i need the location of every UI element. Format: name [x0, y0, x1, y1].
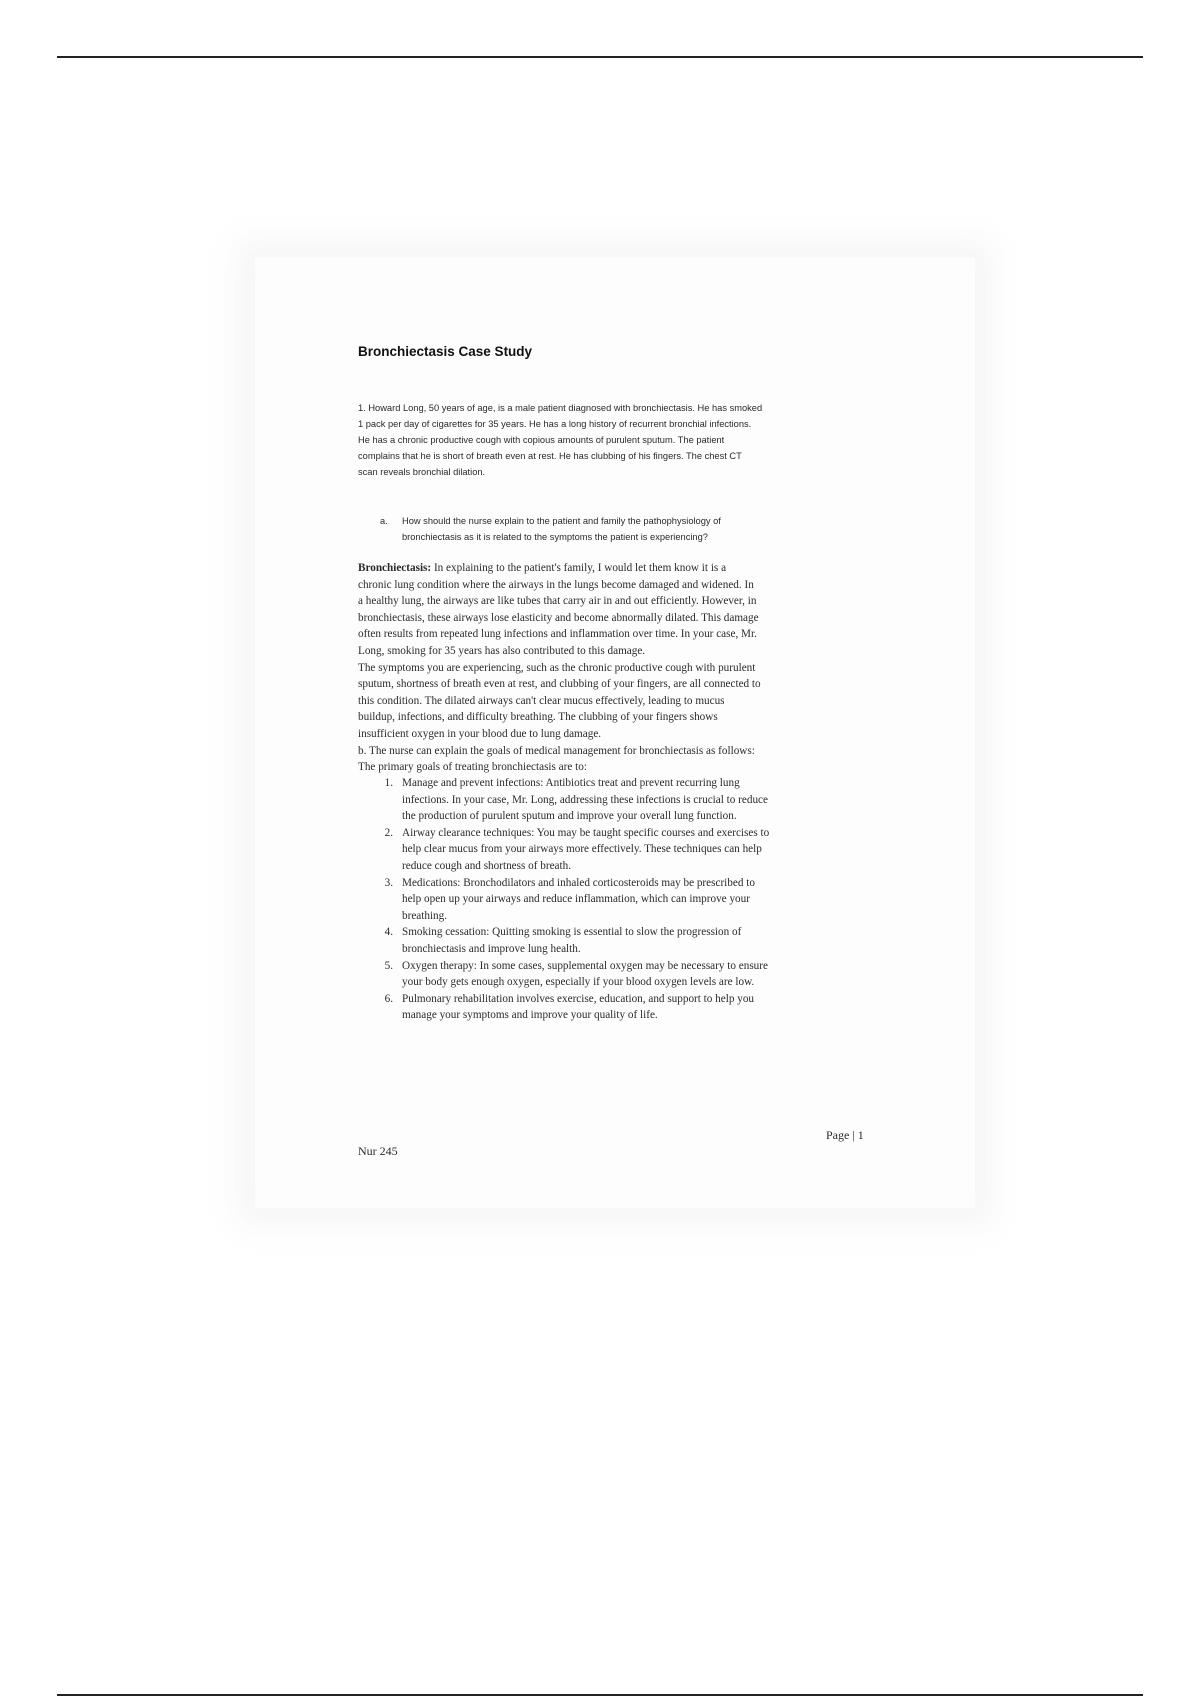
list-line: Airway clearance techniques: You may be taught specific courses and exercises to	[402, 826, 770, 839]
list-line: the production of purulent sputum and improve your overall lung function.	[402, 810, 737, 823]
answer-line: often results from repeated lung infections and inflammation over time. In your case, Mr.	[358, 628, 757, 641]
list-line: help open up your airways and reduce inflammation, which can improve your	[402, 893, 750, 906]
list-line: Oxygen therapy: In some cases, supplemental oxygen may be necessary to ensure	[402, 959, 768, 972]
intro-line: 1. Howard Long, 50 years of age, is a male patient diagnosed with bronchiectasis. He has smoked	[358, 403, 763, 413]
bottom-divider	[57, 1694, 1143, 1696]
list-line: infections. In your case, Mr. Long, addressing these infections is crucial to reduce	[402, 793, 768, 806]
question-line: bronchiectasis as it is related to the symptoms the patient is experiencing?	[402, 532, 708, 542]
page-number: Page | 1	[826, 1128, 864, 1142]
list-item	[358, 875, 878, 925]
list-text	[402, 924, 878, 957]
list-text	[402, 875, 878, 925]
list-number: 2.	[384, 826, 393, 839]
list-line: Manage and prevent infections: Antibiotics treat and prevent recurring lung	[402, 777, 740, 789]
list-item	[358, 775, 878, 825]
list-line: Pulmonary rehabilitation involves exercise, education, and support to help you	[402, 992, 755, 1005]
answer-line: In explaining to the patient's family, I would let them know it is a	[431, 562, 727, 574]
answer-block	[358, 560, 878, 776]
list-text	[402, 775, 878, 825]
answer-line: sputum, shortness of breath even at rest, and clubbing of your fingers, are all connected to	[358, 678, 761, 691]
question-marker: a.	[380, 516, 388, 526]
answer-line: a healthy lung, the airways are like tubes that carry air in and out efficiently. However, in	[358, 595, 757, 608]
answer-line: chronic lung condition where the airways in the lungs become damaged and widened. In	[358, 578, 754, 591]
list-item	[358, 825, 878, 875]
list-number: 5.	[384, 959, 393, 972]
answer-lead: Bronchiectasis:	[358, 562, 432, 574]
intro-paragraph	[358, 400, 878, 480]
question-text	[402, 513, 721, 545]
list-line: help clear mucus from your airways more effectively. These techniques can help	[402, 843, 762, 856]
course-code: Nur 245	[358, 1144, 398, 1158]
answer-line: bronchiectasis, these airways lose elasticity and become abnormally dilated. This damage	[358, 611, 759, 624]
intro-line: complains that he is short of breath even at rest. He has clubbing of his fingers. The chest CT	[358, 451, 742, 461]
goals-list	[358, 775, 878, 1024]
top-divider	[57, 56, 1143, 58]
list-line: breathing.	[402, 909, 448, 922]
list-line: bronchiectasis and improve lung health.	[402, 942, 581, 955]
list-line: manage your symptoms and improve your quality of life.	[402, 1009, 658, 1022]
list-number: 1.	[384, 777, 393, 789]
list-line: Smoking cessation: Quitting smoking is essential to slow the progression of	[402, 926, 742, 939]
answer-line: Long, smoking for 35 years has also contributed to this damage.	[358, 644, 646, 657]
intro-line: 1 pack per day of cigarettes for 35 years. He has a long history of recurrent bronchial infections.	[358, 419, 752, 429]
list-line: reduce cough and shortness of breath.	[402, 859, 571, 872]
list-number: 4.	[384, 926, 393, 939]
intro-line: scan reveals bronchial dilation.	[358, 467, 486, 477]
list-item	[358, 958, 878, 991]
answer-line: buildup, infections, and difficulty breathing. The clubbing of your fingers shows	[358, 711, 718, 724]
answer-line: The symptoms you are experiencing, such as the chronic productive cough with purulent	[358, 661, 756, 674]
list-number: 6.	[384, 992, 393, 1005]
goals-intro: The primary goals of treating bronchiectasis are to:	[358, 761, 587, 774]
list-number: 3.	[384, 876, 393, 889]
answer-paragraph-1	[358, 560, 878, 660]
question-a	[380, 513, 860, 545]
question-line: How should the nurse explain to the patient and family the pathophysiology of	[402, 516, 721, 526]
answer-line: this condition. The dilated airways can't clear mucus effectively, leading to mucus	[358, 694, 725, 707]
list-item	[358, 991, 878, 1024]
answer-paragraph-2	[358, 660, 878, 743]
list-line: your body gets enough oxygen, especially if your blood oxygen levels are low.	[402, 976, 755, 989]
document-title: Bronchiectasis Case Study	[358, 344, 533, 359]
part-b-heading: b. The nurse can explain the goals of medical management for bronchiectasis as follows:	[358, 744, 755, 757]
intro-line: He has a chronic productive cough with copious amounts of purulent sputum. The patient	[358, 435, 725, 445]
list-line: Medications: Bronchodilators and inhaled corticosteroids may be prescribed to	[402, 876, 755, 889]
list-text	[402, 958, 878, 991]
list-text	[402, 825, 878, 875]
list-text	[402, 991, 878, 1024]
list-item	[358, 924, 878, 957]
answer-line: insufficient oxygen in your blood due to lung damage.	[358, 727, 602, 740]
